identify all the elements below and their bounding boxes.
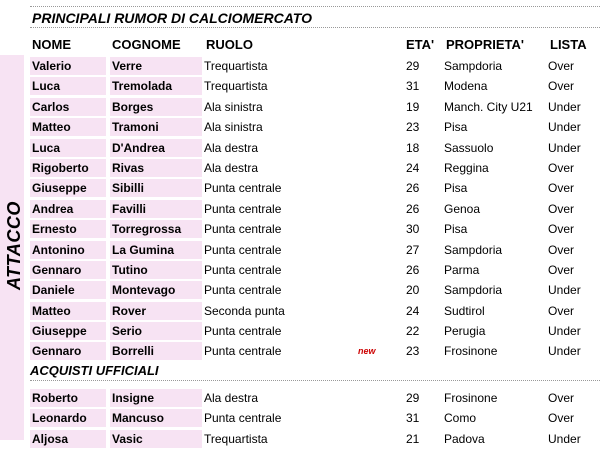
table-row <box>28 138 600 158</box>
player-list: Under <box>548 344 581 359</box>
player-list: Over <box>548 411 575 426</box>
player-age: 20 <box>406 283 420 298</box>
player-list: Over <box>548 59 575 73</box>
player-list: Over <box>548 181 575 196</box>
player-last-name: Tremolada <box>110 77 202 95</box>
player-role: Punta centrale <box>204 344 282 359</box>
player-age: 18 <box>406 140 420 155</box>
player-role: Trequartista <box>204 431 268 446</box>
player-role: Punta centrale <box>204 222 282 237</box>
header-proprieta: PROPRIETA' <box>446 37 524 52</box>
player-last-name: Montevago <box>110 281 202 299</box>
player-age: 24 <box>406 160 420 175</box>
player-role: Ala destra <box>204 391 259 405</box>
player-age: 31 <box>406 411 420 426</box>
table-row <box>28 219 600 239</box>
player-owner-club: Perugia <box>444 324 486 339</box>
player-list: Over <box>548 160 575 175</box>
player-role: Punta centrale <box>204 324 282 339</box>
player-first-name: Roberto <box>30 389 106 407</box>
player-age: 19 <box>406 99 420 114</box>
player-first-name: Gennaro <box>30 261 106 279</box>
acquisti-table <box>28 388 600 449</box>
table-row <box>28 260 600 280</box>
player-last-name: Mancuso <box>110 409 202 427</box>
player-last-name: Tramoni <box>110 118 202 136</box>
player-last-name: Vasic <box>110 430 202 448</box>
player-role: Punta centrale <box>204 283 282 298</box>
player-list: Under <box>548 431 581 446</box>
player-owner-club: Frosinone <box>444 391 498 405</box>
player-first-name: Leonardo <box>30 409 106 427</box>
player-list: Under <box>548 324 581 339</box>
player-owner-club: Sampdoria <box>444 242 503 257</box>
table-header <box>30 34 600 56</box>
player-last-name: Torregrossa <box>110 220 202 238</box>
player-list: Under <box>548 99 581 114</box>
player-role: Punta centrale <box>204 262 282 277</box>
player-first-name: Antonino <box>30 241 106 259</box>
player-last-name: Sibilli <box>110 179 202 197</box>
player-last-name: D'Andrea <box>110 139 202 157</box>
rumor-table <box>28 56 600 362</box>
player-first-name: Matteo <box>30 302 106 320</box>
player-owner-club: Sampdoria <box>444 59 503 73</box>
table-row <box>28 117 600 137</box>
table-row <box>28 301 600 321</box>
player-owner-club: Parma <box>444 262 480 277</box>
player-role: Ala sinistra <box>204 99 263 114</box>
player-list: Under <box>548 140 581 155</box>
player-age: 23 <box>406 120 420 135</box>
player-role: Seconda punta <box>204 303 285 318</box>
player-first-name: Luca <box>30 77 106 95</box>
player-owner-club: Pisa <box>444 120 468 135</box>
player-age: 21 <box>406 431 420 446</box>
player-last-name: Borrelli <box>110 342 202 360</box>
table-row <box>28 408 600 428</box>
player-last-name: Serio <box>110 322 202 340</box>
player-first-name: Rigoberto <box>30 159 106 177</box>
table-row <box>28 97 600 117</box>
player-first-name: Daniele <box>30 281 106 299</box>
player-age: 30 <box>406 222 420 237</box>
player-age: 22 <box>406 324 420 339</box>
player-first-name: Gennaro <box>30 342 106 360</box>
player-age: 27 <box>406 242 420 257</box>
player-role: Trequartista <box>204 79 268 94</box>
player-first-name: Andrea <box>30 200 106 218</box>
player-role: Ala destra <box>204 160 259 175</box>
table-row <box>28 341 600 361</box>
new-badge: new <box>358 346 376 357</box>
header-cognome: COGNOME <box>112 37 181 52</box>
player-last-name: La Gumina <box>110 241 202 259</box>
player-owner-club: Pisa <box>444 222 468 237</box>
player-age: 26 <box>406 201 420 216</box>
player-first-name: Matteo <box>30 118 106 136</box>
header-eta: ETA' <box>406 37 435 52</box>
player-role: Punta centrale <box>204 242 282 257</box>
table-row <box>28 240 600 260</box>
table-row <box>28 158 600 178</box>
player-last-name: Favilli <box>110 200 202 218</box>
page-title: PRINCIPALI RUMOR DI CALCIOMERCATO <box>30 6 600 28</box>
player-first-name: Giuseppe <box>30 322 106 340</box>
player-owner-club: Padova <box>444 431 485 446</box>
section-title-acquisti: ACQUISTI UFFICIALI <box>30 361 600 381</box>
player-list: Over <box>548 79 575 94</box>
player-first-name: Ernesto <box>30 220 106 238</box>
table-row <box>28 321 600 341</box>
player-age: 26 <box>406 181 420 196</box>
player-role: Punta centrale <box>204 411 282 426</box>
player-owner-club: Sampdoria <box>444 283 503 298</box>
player-list: Over <box>548 222 575 237</box>
player-age: 26 <box>406 262 420 277</box>
player-role: Ala sinistra <box>204 120 263 135</box>
player-role: Punta centrale <box>204 201 282 216</box>
table-row <box>28 178 600 198</box>
player-last-name: Tutino <box>110 261 202 279</box>
player-first-name: Aljosa <box>30 430 106 448</box>
player-last-name: Borges <box>110 98 202 116</box>
player-owner-club: Sassuolo <box>444 140 494 155</box>
player-owner-club: Como <box>444 411 477 426</box>
player-list: Over <box>548 242 575 257</box>
table-row <box>28 76 600 96</box>
player-first-name: Luca <box>30 139 106 157</box>
player-list: Over <box>548 391 575 405</box>
player-list: Under <box>548 283 581 298</box>
player-first-name: Giuseppe <box>30 179 106 197</box>
player-last-name: Rover <box>110 302 202 320</box>
player-role: Punta centrale <box>204 181 282 196</box>
player-last-name: Rivas <box>110 159 202 177</box>
player-list: Under <box>548 120 581 135</box>
header-nome: NOME <box>32 37 71 52</box>
table-row <box>28 429 600 449</box>
player-age: 29 <box>406 59 420 73</box>
player-age: 29 <box>406 391 420 405</box>
player-owner-club: Pisa <box>444 181 468 196</box>
player-owner-club: Reggina <box>444 160 489 175</box>
table-row <box>28 199 600 219</box>
table-row <box>28 56 600 76</box>
player-list: Over <box>548 201 575 216</box>
player-owner-club: Genoa <box>444 201 481 216</box>
table-row <box>28 280 600 300</box>
player-list: Over <box>548 303 575 318</box>
header-ruolo: RUOLO <box>206 37 253 52</box>
player-age: 23 <box>406 344 420 359</box>
player-owner-club: Frosinone <box>444 344 498 359</box>
player-last-name: Insigne <box>110 389 202 407</box>
player-owner-club: Manch. City U21 <box>444 99 533 114</box>
player-first-name: Valerio <box>30 57 106 75</box>
player-role: Trequartista <box>204 59 268 73</box>
player-last-name: Verre <box>110 57 202 75</box>
player-first-name: Carlos <box>30 98 106 116</box>
player-role: Ala destra <box>204 140 259 155</box>
player-age: 24 <box>406 303 420 318</box>
player-owner-club: Modena <box>444 79 488 94</box>
table-row <box>28 388 600 408</box>
player-age: 31 <box>406 79 420 94</box>
header-lista: LISTA <box>550 37 587 52</box>
player-list: Over <box>548 262 575 277</box>
player-owner-club: Sudtirol <box>444 303 485 318</box>
